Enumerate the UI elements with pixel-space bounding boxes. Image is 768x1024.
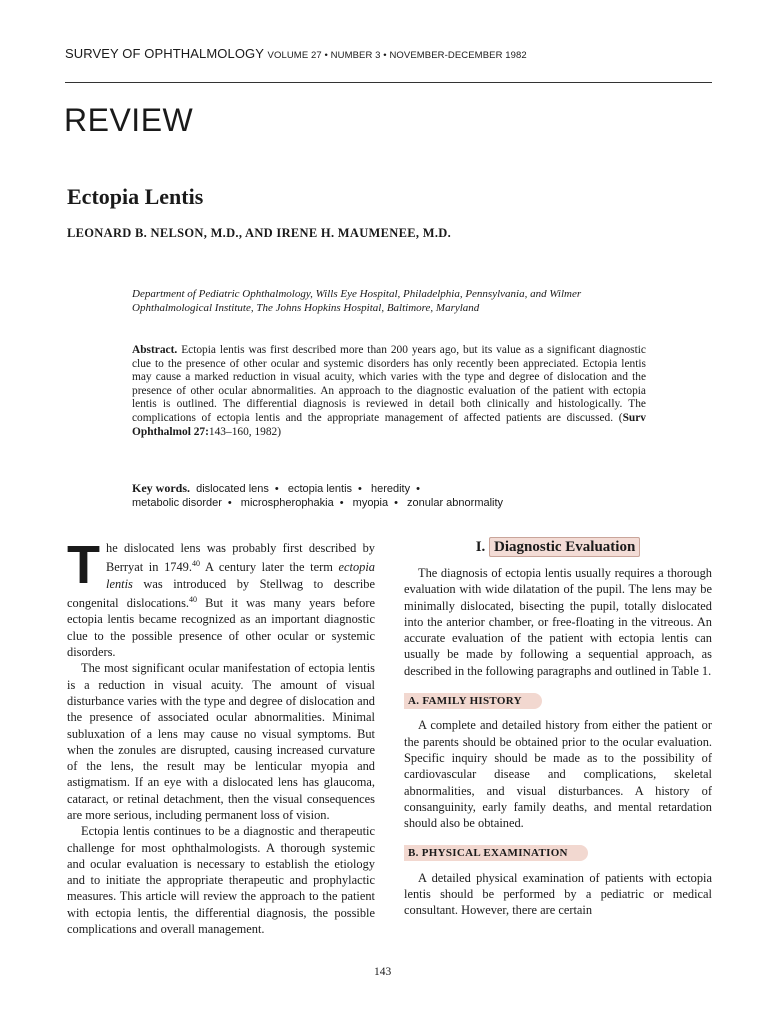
issue-info: VOLUME 27 • NUMBER 3 • NOVEMBER-DECEMBER 1982 — [267, 50, 527, 61]
text-run: was introduced by Stellwag to describe congenital dislocations. — [67, 576, 375, 611]
keyword: microspherophakia — [240, 497, 334, 509]
physical-examination-paragraph: A detailed physical examination of patients with ectopia lentis should be performed by a pediatric or medical consultant. However, there are certain — [404, 870, 712, 918]
section-heading — [404, 536, 712, 558]
subheading-family-history — [404, 693, 712, 709]
text-run: But it was many years before ectopia lentis became recognized as an important diagnostic clue to the possible presence of other ocular or systemic disorders. — [67, 596, 375, 660]
body-right-column — [404, 536, 712, 919]
family-history-paragraph: A complete and detailed history from either the patient or the parents should be obtained prior to the ocular evaluation. Specific inquiry should be made as to the possibility of cardiovascular disease and complications, skeletal abnormalities, and visual disturbances. A history of consanguinity, early family deaths, and mental retardation should also be obtained. — [404, 718, 712, 831]
section-title-highlight: Diagnostic Evaluation — [489, 537, 640, 557]
journal-name: SURVEY OF OPHTHALMOLOGY — [65, 46, 264, 61]
section-number: I. — [475, 539, 486, 555]
keyword: dislocated lens — [196, 483, 269, 495]
authors: LEONARD B. NELSON, M.D., AND IRENE H. MAUMENEE, M.D. — [67, 226, 452, 240]
text-run: he dislocated lens was probably first described by Berryat in 1749. — [106, 541, 375, 575]
reference-mark: 40 — [191, 559, 200, 569]
subheading-physical-examination — [404, 845, 712, 861]
section-paragraph: The diagnosis of ectopia lentis usually requires a thorough evaluation with wide dilatation of the pupil. The lens may be minimally dislocated, bisecting the pupil, totally dislocated into the anterior chamber, or free-floating in the vitreous. An accurate evaluation of the patient with ectopia lentis can usually be made by following a sequential approach, as described in the following paragraphs and outlined in Table 1. — [404, 566, 712, 678]
intro-paragraph-2: The most significant ocular manifestation of ectopia lentis is a reduction in visual acuity. The amount of visual disturbance varies with the type and degree of dislocation and the presence of associated ocular abnormalities. Minimal subluxation of a lens may cause no visual symptoms. But when the zonules are disrupted, causing increased curvature of the lens, the result may be lenticular myopia and astigmatism. If an eye with a dislocated lens has glaucoma, cataract, or retinal detachment, then the visual consequences are more serious, including permanent loss of vision. — [67, 661, 375, 822]
abstract-citation-open: ( — [618, 411, 623, 424]
article-title: Ectopia Lentis — [67, 184, 204, 209]
keywords: Key words. dislocated lens • ectopia lentis • heredity • metabolic disorder • microspherophakia • myopia • zonular abnormality — [132, 481, 504, 509]
subheading-highlight: A. FAMILY HISTORY — [404, 693, 542, 709]
keyword: metabolic disorder — [132, 497, 222, 509]
abstract-citation-rest: 143–160, 1982) — [208, 425, 282, 438]
subheading-highlight: B. PHYSICAL EXAMINATION — [404, 845, 588, 861]
abstract-text: Ectopia lentis was first described more than 200 years ago, but its value as a significant diagnostic clue to the presence of other ocular and systemic disorders has only recently been appreciated. Ectopia lentis may cause a marked reduction in visual acuity, which varies with the type and degree of dislocation and the presence of other ocular abnormalities. An approach to the diagnostic evaluation of the patient with ectopia lentis is outlined. The differential diagnosis is reviewed in detail both clinically and histologically. The complications of ectopia lentis and the appropriate management of affected patients are discussed. — [132, 344, 646, 424]
abstract — [132, 344, 646, 439]
intro-paragraph-1 — [67, 535, 375, 660]
body-left-column — [67, 535, 375, 937]
keywords-label: Key words. — [132, 481, 190, 495]
abstract-label: Abstract. — [132, 344, 178, 356]
term-emphasis: ectopia lentis — [106, 560, 375, 591]
keyword: myopia — [352, 497, 389, 509]
text-run: A century later the term — [199, 560, 339, 575]
keyword: ectopia lentis — [287, 483, 353, 495]
reference-mark: 40 — [189, 595, 198, 605]
journal-header — [65, 46, 715, 61]
drop-cap: T — [67, 535, 100, 595]
abstract-citation-journal: Surv Ophthalmol 27: — [132, 411, 646, 438]
page-number: 143 — [374, 966, 392, 978]
affiliation: Department of Pediatric Ophthalmology, Wills Eye Hospital, Philadelphia, Pennsylvania, and Wilmer Ophthalmological Institute, The Johns Hopkins Hospital, Baltimore, Maryland — [132, 288, 582, 314]
keyword: zonular abnormality — [407, 497, 504, 509]
keyword: heredity — [370, 483, 411, 495]
intro-paragraph-3: Ectopia lentis continues to be a diagnostic and therapeutic challenge for most ophthalmologists. A thorough systemic and ocular evaluation is necessary to establish the etiology and to initiate the appropriate therapeutic and prophylactic measures. This article will review the approach to the patient with ectopia lentis, the differential diagnosis, the possible complications and overall management. — [67, 824, 375, 937]
header-rule — [65, 82, 712, 83]
section-label: REVIEW — [64, 102, 194, 138]
